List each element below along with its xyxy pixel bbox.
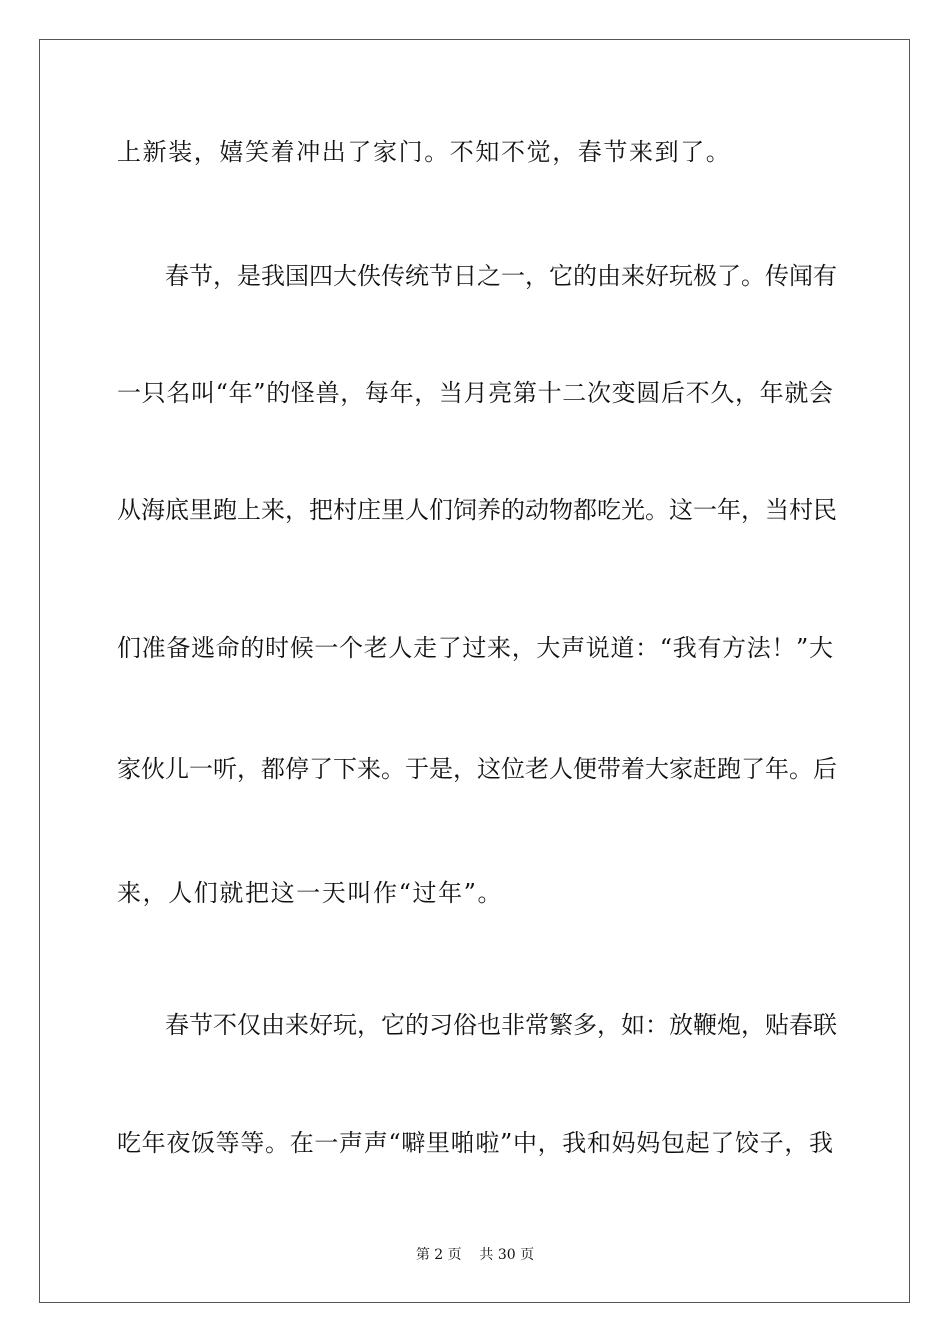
paragraph-line-8: 春节不仅由来好玩，它的习俗也非常繁多，如：放鞭炮，贴春联 [165,1011,837,1039]
paragraph-line-7: 来，人们就把这一天叫作“过年”。 [117,879,504,907]
page-border [39,39,910,1303]
paragraph-line-9: 吃年夜饭等等。在一声声“噼里啪啦”中，我和妈妈包起了饺子，我 [117,1129,833,1157]
paragraph-line-3: 一只名叫“年”的怪兽，每年，当月亮第十二次变圆后不久，年就会 [117,379,833,407]
page-number-footer: 第 2 页 共 30 页 [415,1247,535,1263]
paragraph-line-6: 家伙儿一听，都停了下来。于是，这位老人便带着大家赶跑了年。后 [117,755,837,783]
paragraph-line-4: 从海底里跑上来，把村庄里人们饲养的动物都吃光。这一年，当村民 [117,496,837,524]
paragraph-line-1: 上新装，嬉笑着冲出了家门。不知不觉，春节来到了。 [117,138,732,166]
paragraph-line-2: 春节，是我国四大佚传统节日之一，它的由来好玩极了。传闻有 [165,262,837,290]
paragraph-line-5: 们准备逃命的时候一个老人走了过来，大声说道：“我有方法！”大 [117,634,833,662]
